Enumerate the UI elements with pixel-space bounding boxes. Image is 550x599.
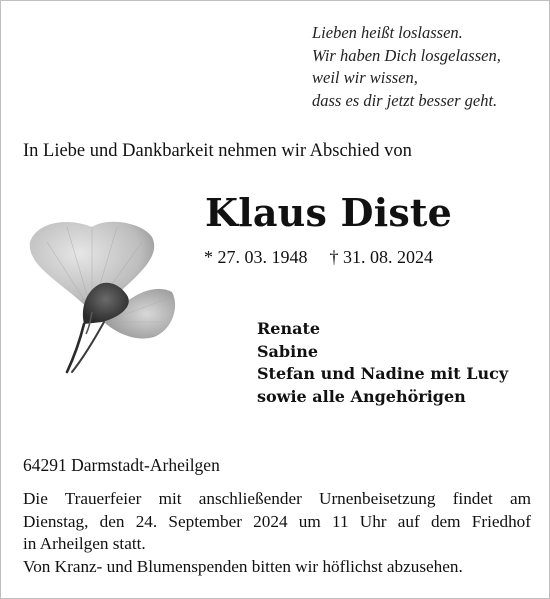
poem-line: Wir haben Dich losgelassen, [312, 45, 501, 65]
deceased-name: Klaus Diste [205, 190, 453, 235]
details-line: Dienstag, den 24. September 2024 um 11 Uhr auf dem Friedhof [23, 511, 531, 531]
intro-text: In Liebe und Dankbarkeit nehmen wir Abschied von [23, 141, 412, 161]
life-dates [204, 247, 433, 268]
poem-line: Lieben heißt loslassen. [312, 23, 463, 42]
poem-line: weil wir wissen, [312, 68, 418, 87]
mourner: Sabine [257, 341, 318, 361]
details-line: in Arheilgen statt. [23, 534, 146, 553]
death-date: † 31. 08. 2024 [329, 247, 433, 267]
location: 64291 Darmstadt-Arheilgen [23, 455, 220, 475]
mourner: sowie alle Angehörigen [257, 386, 466, 406]
ginkgo-leaf-icon [22, 212, 182, 382]
poem-line: dass es dir jetzt besser geht. [312, 90, 498, 110]
mourner: Stefan und Nadine mit Lucy [257, 364, 509, 383]
mourner: Renate [257, 319, 321, 338]
ceremony-details [23, 488, 531, 578]
birth-date: * 27. 03. 1948 [204, 247, 308, 267]
poem [312, 22, 544, 112]
details-line: Von Kranz- und Blumenspenden bitten wir höflichst abzusehen. [23, 556, 463, 576]
mourners-list [257, 318, 508, 408]
details-line: Die Trauerfeier mit anschließender Urnenbeisetzung findet am [23, 489, 531, 508]
